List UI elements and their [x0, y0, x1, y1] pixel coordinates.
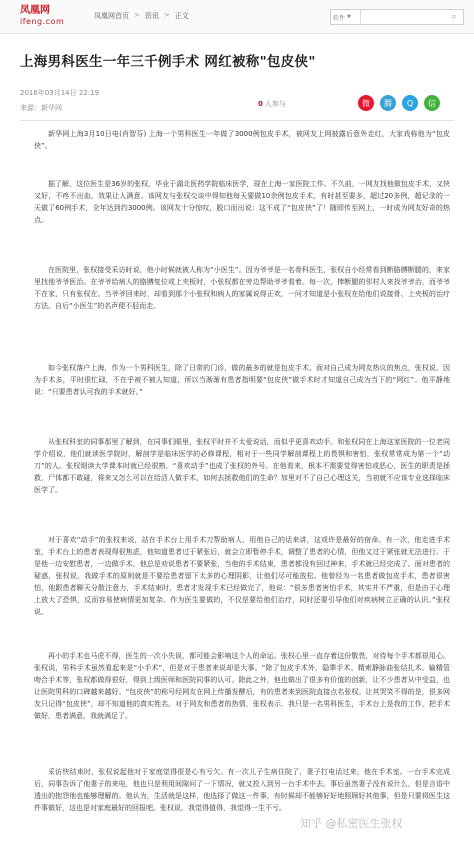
article-paragraph: 采访快结束时，张权说起他对于家庭觉得很是心有亏欠。有一次儿子生病住院了，妻子打电话过来，他在手术室。一台手术完成后，同事告诉了他妻子的来电，他也只是利用间隙问了一下情况，就又投入到另一台手术中去。事后虽然妻子没有说什么，但是言语中透出的抱怨他也能够理解的。他认为，生活就是这样，他选择了做这一件事，有时候却不能够好好地照顾好其他事，但是只要将医生这件事做好，这也是对家庭最好的回报吧。张权说，我觉得值得，我觉得一生不亏。: [34, 768, 450, 812]
search-box: [330, 9, 464, 25]
logo-domain: ifeng.com: [20, 17, 65, 26]
header-divider: [20, 120, 454, 121]
breadcrumb-separator: >: [134, 11, 140, 19]
search-scope-select[interactable]: [331, 10, 361, 24]
breadcrumb-current: 正文: [174, 12, 189, 20]
article-title: 上海男科医生一年三千例手术 网红被称"包皮侠": [20, 54, 316, 70]
logo-text: 凤凰网: [20, 5, 50, 16]
share-bar: [358, 95, 440, 111]
comment-count-link[interactable]: [258, 99, 286, 109]
comment-label: 人参与: [264, 100, 286, 108]
site-logo[interactable]: [20, 5, 76, 29]
article-paragraph: 如今张权落户上海，作为一个男科医生，除了日常的门诊，做的最多的就是包皮手术。面对自己成为网友热议的焦点，张权说，因为手术多，平时很忙碌，不在乎被不被人知道，所以当渐渐有患者指明要“包皮侠”做手术时才知道自己成为当下的“网红”。他平静地说：“只要患者认可我的手术就好。”: [34, 364, 450, 396]
weibo-icon[interactable]: 微: [358, 95, 374, 111]
watermark-text: 知乎 @私密医生张权: [300, 817, 403, 830]
chevron-down-icon: ▼: [347, 14, 351, 20]
site-header: [0, 0, 474, 34]
article-source: 来源：新华网: [20, 104, 62, 112]
search-input[interactable]: [361, 10, 445, 24]
article-paragraph: 据了解，这位医生是36岁的张权，毕业于湖北医药学院临床医学，现在上海一家医院工作。不久前，一网友找他做包皮手术，又快又好，不疼不出血，效果让人满意。该网友与张权交谈中得知他每天要做10余例包皮手术，有时甚至要多，超过20多例，超记录的一天做了60例手术，全年达到约3000例。该网友十分惊叹，脱口而出说：这不成了“包皮侠”了！随即传至网上，一时成为网友好奇的热点。: [34, 180, 450, 224]
search-button[interactable]: [445, 10, 463, 24]
article-paragraph: 在医院里，张权接受采访时说，他小时候就被人称为“小医生”。因为爷爷是一名骨科医生，张权自小经常看到断胳膊断腿的，来家里找他爷爷医治。在爷爷给病人的胳膊复位或上夹板时，小张权都在旁边帮助爷爷看着。每一次，捧断腿的邻村人来找爷爷治，而爷爷不在家，只有张权在。当爷爷回来时，却看到那个小张权和病人的家属说得正欢，一问才知道是小张权在给他们说接骨、上夹板的治疗方法。自后“小医生”的名声便不胫而走。: [34, 266, 450, 310]
article-paragraph: 新华网上海3月10日电(肖智芬) 上海一个男科医生一年做了3000例包皮手术，被网友上网披露后意外走红，大家戏称他为“包皮侠”。: [34, 130, 450, 150]
article-paragraph: 从张权科室的同事那里了解到，在同事们眼里，张权平时并不太爱说话，而似乎更喜欢动手。和张权同在上海这家医院的一位老同学介绍说，他们就读医学院时，解剖学是临床医学的必修课程，相对于一些同学解剖课程上的畏惧和害怕，张权常常成为第一个“动刀”的人。张权细读大学课本时就已经很熟，“喜欢动手”也成了张权的外号。在他看来，根本不需要觉得害怕或恶心，医生的职责是拯救，尸体都不敢碰，将来又怎么可以在给活人做手术，如何去拯救他们的生命？加里对不了自己心理这关，当初就不应该专业选择临床医学了。: [34, 438, 450, 494]
article-paragraph: 对于喜欢“动手”的张权来说，站在手术台上用手术刀帮助病人，用他自己的话来讲，这或许是最好的宿命。有一次，他走进手术室，手术台上的患者表现得很焦虑，他知道患者过于紧张后，就会立即暂停手术，调整了患者的心情，但他又过于紧张就无法进行。于是他一边安慰患者，一边做手术，他总是劝说患者不要紧张，当他的手术结束，患者都没有回过神来，手术就已经完成了。面对患者的疑惑，张权说，我做手术的原则就是不要给患者留下太多的心理阴影，让他们尽可能放松。他曾经为一名患者做包皮手术，患者很害怕，他跟患者聊天分散注意力，手术结束时，患者才发现手术已经做完了，他说：“很多患者害怕手术，其实并不严重，但是由于心理上放大了恐惧，反而容易使病情更加复杂。作为医生要做的，不仅是要给他们治疗，同时还要引导他们对疾病树立正确的认识。”张权说。: [34, 536, 450, 616]
breadcrumb-home[interactable]: 凤凰网首页: [94, 12, 129, 20]
search-icon: ⌕: [451, 12, 457, 22]
article-paragraph: 再小的手术也马虎不得，医生的一次小失误，都可能会影响这个人的命运。张权心里一直存着这份敬畏，对待每个手术都很用心。张权说，男科手术虽然看起来是“小手术”，但是对于患者来说却是大事。“除了包皮手术外，隐睾手术、精索静脉曲张结扎术、输精管吻合手术等，张权都做得很好，得到上级医师和医院同事的认可。除此之外，他也做出了很多有价值的创新，让不少患者从中受益，也让医院男科的口碑越来越好。“包皮侠”的称号经网友在网上传播发酵后，有的患者来到医院直接点名张权。让其哭笑不得的是，很多网友只记得“包皮侠”，却不知道他的真实姓名。对于网友和患者的热情，张权表示，我只是一名男科医生，手术台上是我的工作，把手术做好，患者满意，我就满足了。: [34, 652, 450, 720]
qq-icon[interactable]: Q: [402, 95, 418, 111]
wechat-icon[interactable]: 信: [424, 95, 440, 111]
breadcrumb-separator: >: [163, 11, 170, 19]
search-scope-label: 软件: [333, 14, 346, 22]
zhihu-watermark: [300, 815, 403, 831]
tencent-weibo-icon[interactable]: 腾: [380, 95, 396, 111]
breadcrumb-news[interactable]: 资讯: [144, 12, 159, 20]
article-date: 2016年03月14日 22:19: [20, 89, 100, 97]
breadcrumb: [94, 11, 189, 21]
comment-count: 0: [258, 100, 263, 108]
